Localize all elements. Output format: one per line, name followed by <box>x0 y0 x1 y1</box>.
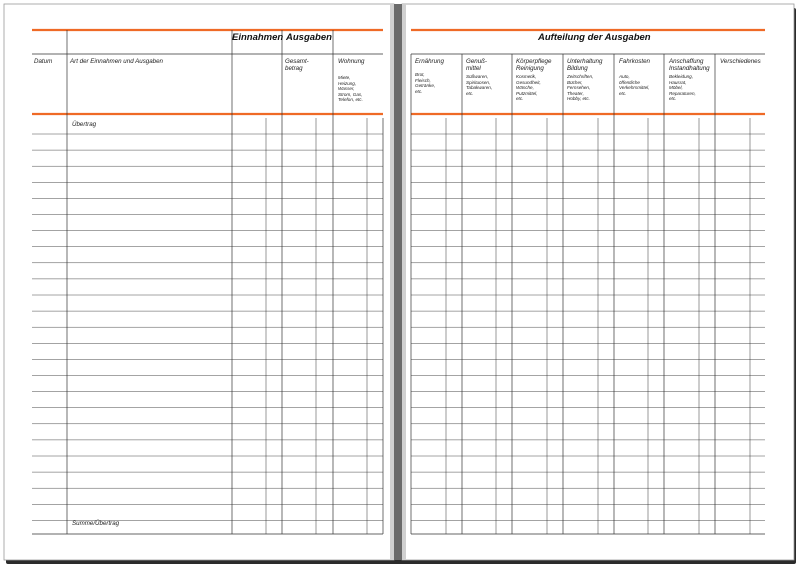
category-desc-travel: Auto, öffentliche Verkehrsmittel, etc. <box>619 74 650 96</box>
description-column-label: Art der Einnahmen und Ausgaben <box>70 58 163 65</box>
expense-breakdown-header: Aufteilung der Ausgaben <box>538 32 651 43</box>
income-header: Einnahmen <box>232 32 284 43</box>
category-title-luxury-goods: Genuß- mittel <box>466 58 487 72</box>
category-desc-luxury-goods: Süßwaren, Spirituosen, Tabakwaren, etc. <box>466 74 493 96</box>
category-title-acquisitions: Anschaffung Instandhaltung <box>669 58 710 72</box>
category-desc-entertainment: Zeitschriften, Bücher, Fernsehen, Theater, Hobby, etc. <box>567 74 594 102</box>
category-title-miscellaneous: Verschiedenes <box>720 58 761 65</box>
category-desc-personal-care: Kosmetik, Gesundheit, Wäsche, Putzmittel, etc. <box>516 74 541 102</box>
expenses-header: Ausgaben <box>286 32 332 43</box>
carry-over-label: Übertrag <box>72 121 97 128</box>
category-title-food: Ernährung <box>415 58 444 65</box>
housing-column-description: Miete, Heizung, Wasser, Strom, Gas, Telefon, etc. <box>338 75 363 103</box>
category-desc-food: Brot, Fleisch, Getränke, etc. <box>415 72 436 94</box>
housing-column-label: Wohnung <box>338 58 365 65</box>
category-title-entertainment: Unterhaltung Bildung <box>567 58 603 72</box>
total-column-label: Gesamt- betrag <box>285 58 309 72</box>
category-title-personal-care: Körperpflege Reinigung <box>516 58 552 72</box>
category-desc-acquisitions: Bekleidung, Hausrat, Möbel, Reparaturen, etc. <box>669 74 696 102</box>
sum-carry-label: Summe/Übertrag <box>72 520 120 527</box>
date-column-label: Datum <box>34 58 53 65</box>
left-page <box>4 4 394 560</box>
category-title-travel: Fahrkosten <box>619 58 650 65</box>
book-spine-center <box>394 4 402 560</box>
